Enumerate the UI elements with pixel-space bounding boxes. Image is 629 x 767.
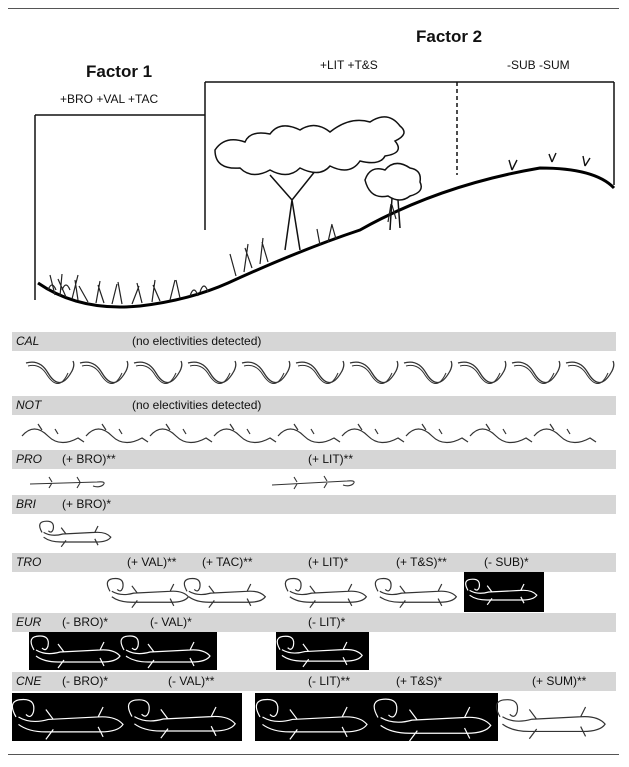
lizard-icon (86, 424, 148, 443)
species-code: BRI (16, 497, 37, 511)
lizard-icon (150, 424, 212, 443)
electivity-label: (+ TAC)** (202, 555, 253, 569)
snake-icon-inner (190, 365, 230, 383)
electivity-label: (+ LIT)** (308, 452, 354, 466)
electivity-label: (- BRO)* (62, 615, 108, 629)
electivity-label: (- BRO)* (62, 674, 108, 688)
electivity-label: (+ VAL)** (127, 555, 177, 569)
cal-illustration-row (12, 353, 616, 397)
lizard-icon (184, 579, 265, 608)
species-band-pro (12, 450, 616, 469)
lizard-icon (31, 636, 120, 668)
landscape-illustration (0, 0, 629, 330)
electivity-label: (+ BRO)** (62, 452, 116, 466)
lizard-icon (374, 699, 491, 741)
electivity-label: (- LIT)* (308, 615, 346, 629)
cne-illustration-row (12, 693, 616, 741)
lizard-icon (121, 636, 210, 668)
snake-icon-inner (298, 365, 338, 383)
electivity-label: (- VAL)* (150, 615, 192, 629)
factor1-variables: +BRO +VAL +TAC (60, 92, 159, 106)
snake-icon-inner (460, 365, 500, 383)
lizard-icon (214, 424, 276, 443)
factor2-variables-left: +LIT +T&S (320, 58, 378, 72)
electivity-label: (+ T&S)* (396, 674, 443, 688)
species-band-tro (12, 553, 616, 572)
species-code: EUR (16, 615, 42, 629)
lizard-icon (375, 579, 456, 608)
lizard-icon (470, 424, 532, 443)
species-note: (no electivities detected) (132, 398, 262, 412)
snake-icon-inner (406, 365, 446, 383)
lizard-icon (22, 424, 84, 443)
lizard-icon (406, 424, 468, 443)
tro-illustration-row (12, 572, 616, 612)
electivity-label: (- SUB)* (484, 555, 529, 569)
species-code: CNE (16, 674, 42, 688)
snake-icon-inner (82, 365, 122, 383)
species-note: (no electivities detected) (132, 334, 262, 348)
factor2-title: Factor 2 (416, 27, 483, 46)
not-illustration-row (12, 416, 616, 450)
electivity-label: (- LIT)** (308, 674, 350, 688)
lizard-icon (40, 521, 111, 547)
lizard-icon (278, 424, 340, 443)
snake-icon-inner (568, 365, 608, 383)
lizard-icon (285, 579, 366, 608)
eur-illustration-row (12, 632, 616, 670)
electivity-label: (- VAL)** (168, 674, 215, 688)
pro-illustration-row (12, 470, 616, 494)
species-band-eur (12, 613, 616, 632)
snake-icon-inner (514, 365, 554, 383)
species-band-cne (12, 672, 616, 691)
species-band-not (12, 396, 616, 415)
species-code: NOT (16, 398, 42, 412)
electivity-label: (+ LIT)* (308, 555, 349, 569)
factor2-variables-right: -SUB -SUM (507, 58, 570, 72)
species-code: CAL (16, 334, 40, 348)
species-band-cal (12, 332, 616, 351)
snake-icon-inner (136, 365, 176, 383)
bri-illustration-row (12, 516, 616, 552)
snake-icon-inner (28, 365, 68, 383)
snake-icon-inner (352, 365, 392, 383)
factor1-title: Factor 1 (86, 62, 153, 81)
electivity-label: (+ SUM)** (532, 674, 587, 688)
species-band-bri (12, 495, 616, 514)
lizard-icon (466, 579, 537, 605)
lizard-icon (256, 700, 367, 740)
lizard-icon (277, 636, 362, 667)
electivity-label: (+ T&S)** (396, 555, 447, 569)
lizard-icon (12, 700, 123, 740)
snake-icon-inner (244, 365, 284, 383)
species-code: TRO (16, 555, 42, 569)
electivity-label: (+ BRO)* (62, 497, 112, 511)
lizard-icon (129, 700, 236, 738)
lizard-icon (534, 424, 596, 443)
lizard-icon (496, 700, 605, 739)
lizard-icon (107, 579, 188, 608)
lizard-icon (342, 424, 404, 443)
species-code: PRO (16, 452, 43, 466)
